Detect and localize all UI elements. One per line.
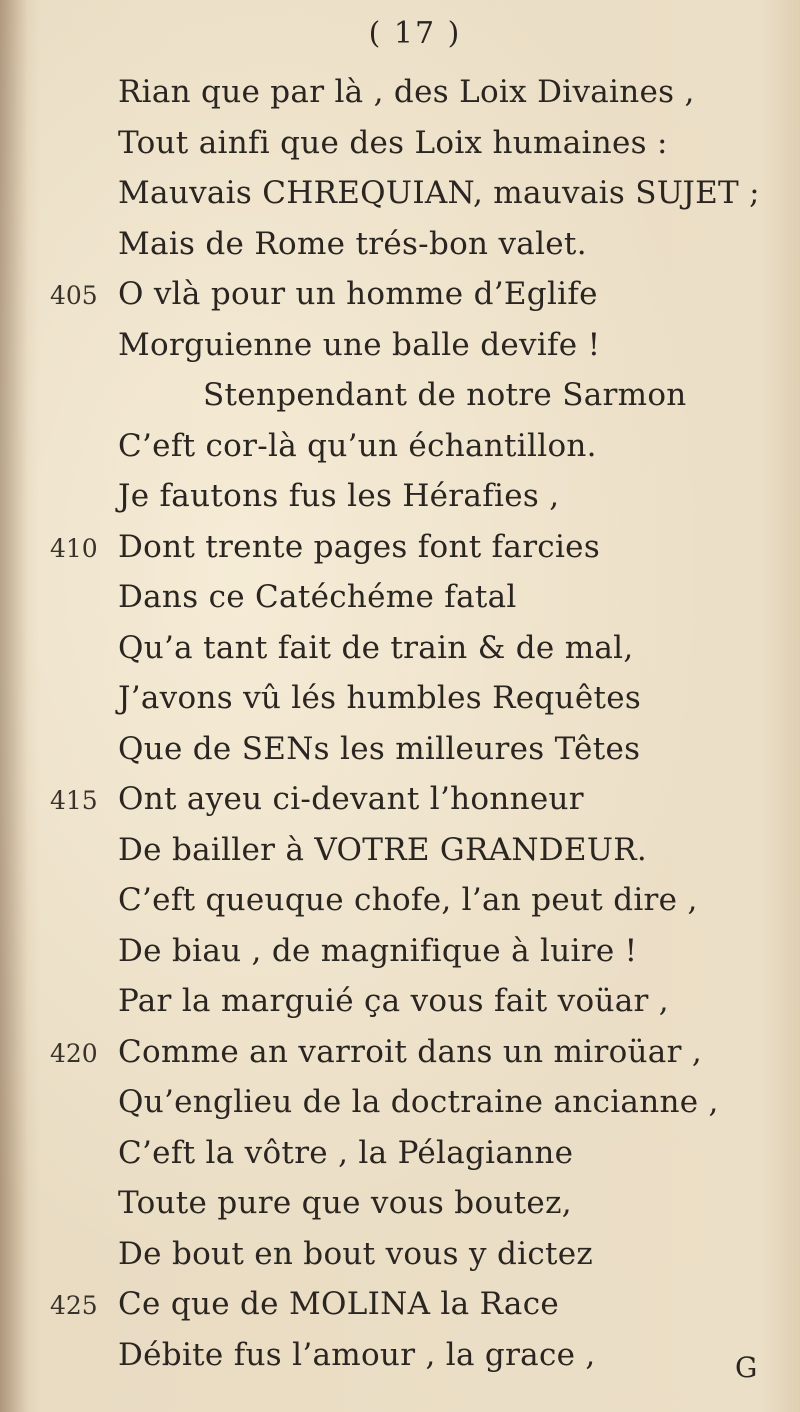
- verse-line: Qu’a tant fait de train & de mal,: [118, 629, 634, 666]
- verse-line: Dont trente pages font farcies: [118, 528, 601, 565]
- verse-line: Stenpendant de notre Sarmon: [203, 377, 687, 413]
- line-number: 420: [50, 1038, 98, 1068]
- verse-line: De biau , de magnifique à luire !: [118, 932, 638, 969]
- verse-line: Que de SENs les milleures Têtes: [118, 730, 641, 767]
- verse-line: C’eft la vôtre , la Pélagianne: [118, 1134, 574, 1171]
- line-number: 405: [50, 281, 98, 310]
- verse-line: Mais de Rome trés-bon valet.: [118, 225, 587, 262]
- verse-line: Par la marguié ça vous fait voüar ,: [118, 983, 669, 1019]
- verse-line: Dans ce Catéchéme fatal: [118, 579, 517, 615]
- line-number: 415: [50, 786, 98, 815]
- page-gutter-shadow: [0, 0, 28, 1412]
- line-number: 425: [50, 1291, 98, 1320]
- verse-line: Mauvais CHREQUIAN, mauvais SUJET ;: [118, 175, 760, 211]
- verse-line: Toute pure que vous boutez,: [118, 1185, 572, 1221]
- verse-line: Comme an varroit dans un miroüar ,: [118, 1033, 703, 1070]
- verse-line: Ont ayeu ci-devant l’honneur: [118, 781, 584, 817]
- verse-line: C’eft cor-là qu’un échantillon.: [118, 427, 597, 464]
- signature-mark: G: [735, 1350, 758, 1384]
- verse-line: De bout en bout vous y dictez: [118, 1235, 594, 1272]
- line-number: 410: [50, 533, 98, 563]
- verse-line: Tout ainfi que des Loix humaines :: [118, 124, 668, 161]
- verse-line: Débite fus l’amour , la grace ,: [118, 1336, 596, 1373]
- verse-line: Qu’englieu de la doctraine ancianne ,: [118, 1084, 719, 1120]
- verse-line: Morguienne une balle devife !: [118, 326, 601, 363]
- verse-line: C’eft queuque chofe, l’an peut dire ,: [118, 882, 698, 918]
- page-number: ( 17 ): [368, 16, 462, 51]
- verse-line: De bailler à VOTRE GRANDEUR.: [118, 831, 648, 868]
- verse-line: Rian que par là , des Loix Divaines ,: [118, 74, 695, 110]
- verse-line: Ce que de MOLINA la Race: [118, 1286, 560, 1322]
- verse-line: J’avons vû lés humbles Requêtes: [118, 680, 642, 716]
- verse-line: Je fautons fus les Hérafies ,: [118, 478, 560, 514]
- verse-line: O vlà pour un homme d’Eglife: [118, 276, 598, 312]
